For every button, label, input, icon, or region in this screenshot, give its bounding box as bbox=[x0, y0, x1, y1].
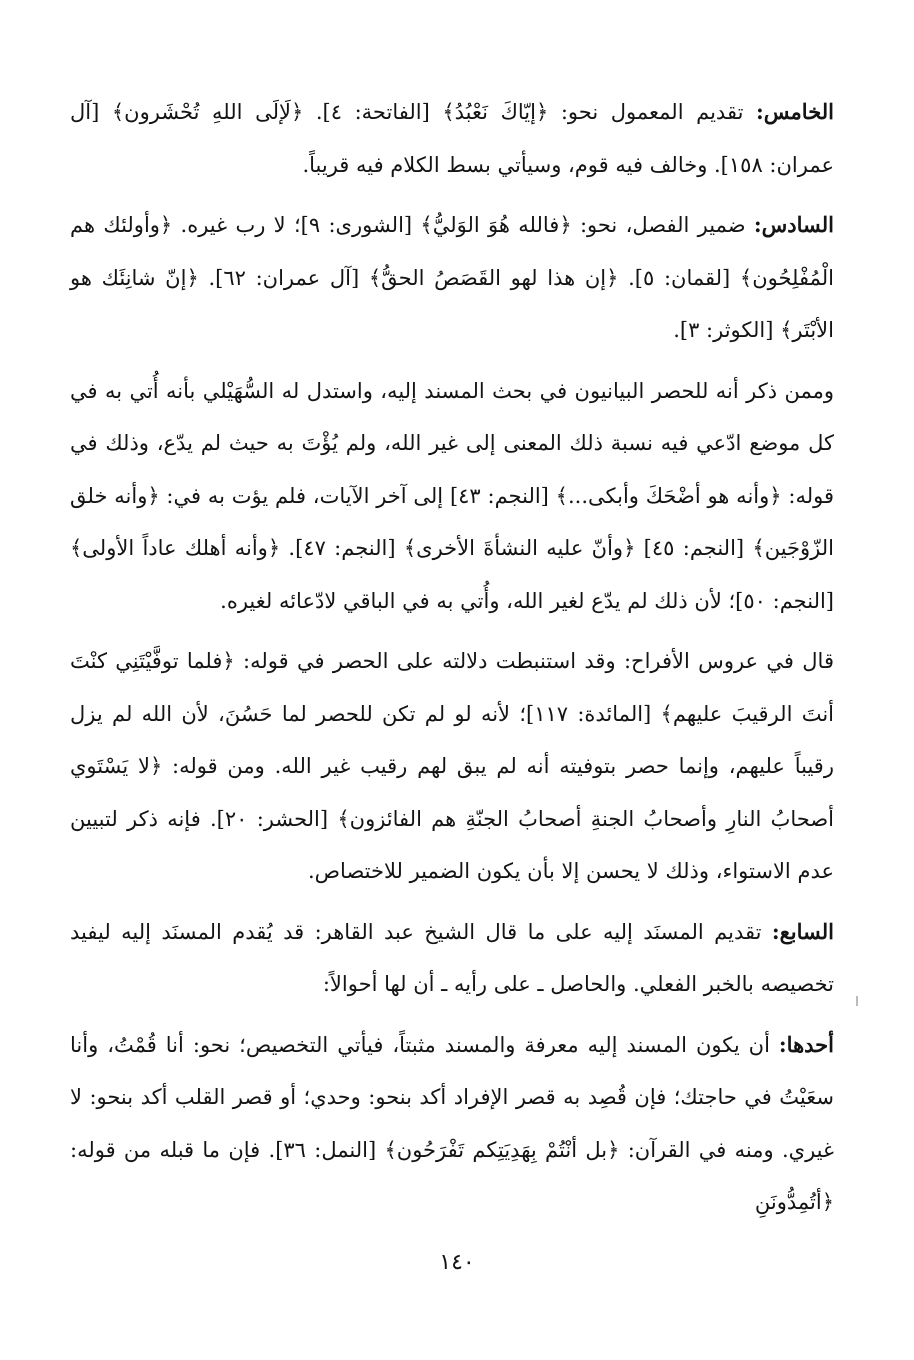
page-body bbox=[70, 86, 834, 1237]
paragraph-text: ضمير الفصل، نحو: ﴿فالله هُوَ الوَليُّ﴾ [الشورى: ٩]؛ لا رب غيره. ﴿وأولئك هم الْمُفْلِحُون﴾ [لقمان: ٥]. ﴿إن هذا لهو القَصَصُ الحقُّ﴾ [آل عمران: ٦٢]. ﴿إنّ شانِئَك هو الأبْتَر﴾ [الكوثر: ٣]. bbox=[70, 213, 834, 342]
paragraph-heading: السابع: bbox=[771, 918, 834, 944]
margin-mark bbox=[856, 996, 858, 1006]
paragraph-heading: الخامس: bbox=[756, 99, 834, 124]
paragraph-fifth bbox=[70, 86, 834, 191]
page-number: ١٤٠ bbox=[439, 1250, 475, 1275]
paragraph-text: وممن ذكر أنه للحصر البيانيون في بحث المسند إليه، واستدل له السُّهَيْلي بأنه أُتي به في كل موضع ادّعي فيه نسبة ذلك المعنى إلى غير الله، ولم يُؤْتَ به حيث لم يدّع، وذلك في قوله: ﴿وأنه هو أضْحَكَ وأبكى...﴾ [النجم: ٤٣] إلى آخر الآيات، فلم يؤت به في: ﴿وأنه خلق الزّوْجَين﴾ [النجم: ٤٥] ﴿وأنّ عليه النشأةَ الأخرى﴾ [النجم: ٤٧]. ﴿وأنه أهلك عاداً الأولى﴾ [النجم: ٥٠]؛ لأن ذلك لم يدّع لغير الله، وأُتي به في الباقي لادّعائه لغيره. bbox=[70, 378, 834, 613]
paragraph-sixth bbox=[70, 199, 834, 357]
paragraph-text: تقديم المسنَد إليه على ما قال الشيخ عبد القاهر: قد يُقدم المسنَد إليه ليفيد تخصيصه بالخبر الفعلي. والحاصل ـ على رأيه ـ أن لها أحوالاً: bbox=[70, 919, 834, 996]
paragraph-suhayli bbox=[70, 365, 834, 628]
paragraph-text: قال في عروس الأفراح: وقد استنبطت دلالته على الحصر في قوله: ﴿فلما توفَّيْتَنِي كنْتَ أنتَ الرقيبَ عليهم﴾ [المائدة: ١١٧]؛ لأنه لو لم تكن للحصر لما حَسُنَ، لأن الله لم يزل رقيباً عليهم، وإنما حصر بتوفيته أنه لم يبق لهم رقيب غير الله. ومن قوله: ﴿لا يَسْتَوي أصحابُ النارِ وأصحابُ الجنةِ أصحابُ الجنّةِ هم الفائزون﴾ [الحشر: ٢٠]. فإنه ذكر لتبيين عدم الاستواء، وذلك لا يحسن إلا بأن يكون الضمير للاختصاص. bbox=[70, 649, 835, 883]
paragraph-arus-al-afrah bbox=[70, 635, 834, 898]
paragraph-heading: السادس: bbox=[753, 212, 834, 237]
paragraph-seventh bbox=[70, 906, 834, 1011]
paragraph-first-case bbox=[70, 1019, 834, 1229]
paragraph-text: تقديم المعمول نحو: ﴿إيّاكَ نَعْبُدُ﴾ [الفاتحة: ٤]. ﴿لَإلَى اللهِ تُحْشَرون﴾ [آل عمران: ١٥٨]. وخالف فيه قوم، وسيأتي بسط الكلام فيه قريباً. bbox=[70, 100, 834, 177]
paragraph-heading: أحدها: bbox=[778, 1031, 834, 1057]
paragraph-text: أن يكون المسند إليه معرفة والمسند مثبتاً، فيأتي التخصيص؛ نحو: أنا قُمْتُ، وأنا سعَيْتُ في حاجتك؛ فإن قُصِد به قصر الإفراد أكد بنحو: وحدي؛ أو قصر القلب أكد بنحو: لا غيري. ومنه في القرآن: ﴿بل أنْتُمْ بِهَدِيَتِكم تَفْرَحُون﴾ [النمل: ٣٦]. فإن ما قبله من قوله: ﴿أتُمِدُّونَنِ bbox=[70, 1032, 834, 1214]
